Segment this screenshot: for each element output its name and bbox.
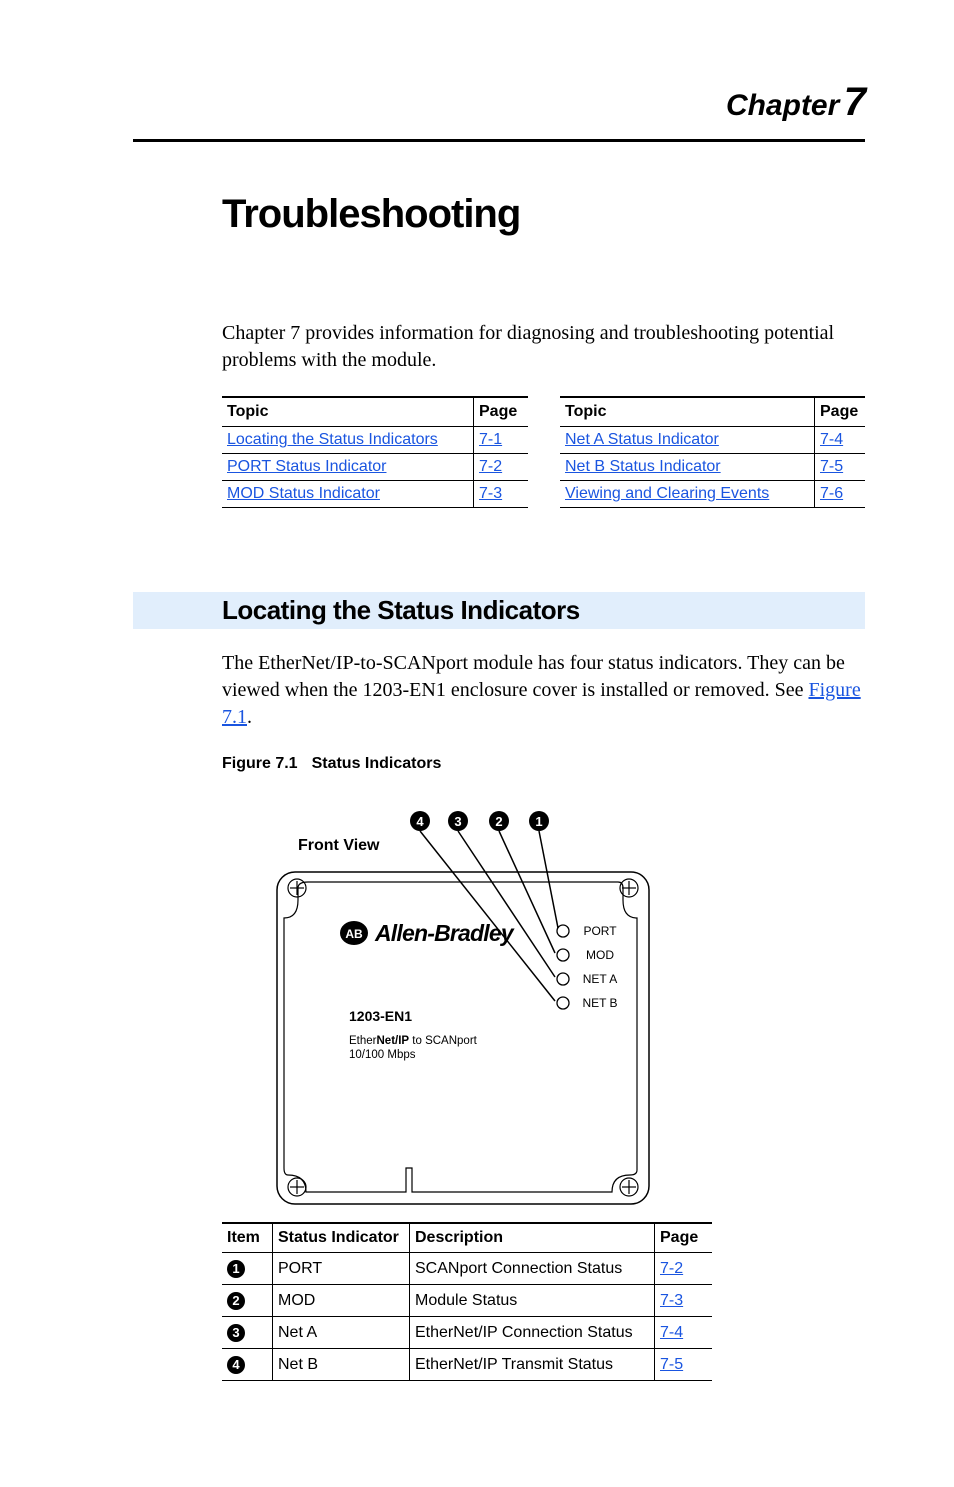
page-link[interactable]: 7-3: [660, 1291, 684, 1309]
page-link[interactable]: 7-4: [820, 431, 844, 448]
item-number-badge: 1: [227, 1260, 245, 1278]
table-row: [560, 427, 865, 454]
led-label-net-a: NET A: [582, 972, 618, 986]
figure-title: Status Indicators: [311, 755, 442, 772]
description-cell: EtherNet/IP Connection Status: [410, 1317, 655, 1349]
topics-table-right: [560, 396, 865, 508]
item-number-badge: 2: [227, 1292, 245, 1310]
table-row: [222, 1285, 712, 1317]
table-row: [222, 1253, 712, 1285]
column-header-page: Page: [815, 397, 866, 427]
figure-label: Figure 7.1: [222, 755, 298, 772]
column-header-page: Page: [474, 397, 529, 427]
table-row: [222, 1349, 712, 1381]
topic-link[interactable]: PORT Status Indicator: [227, 458, 387, 475]
section-text-before: The EtherNet/IP-to-SCANport module has four status indicators. They can be viewed when the 1203-EN1 enclosure cover is installed or removed. See: [222, 652, 845, 701]
page-link[interactable]: 7-1: [479, 431, 503, 448]
allen-bradley-logo: [340, 920, 515, 946]
intro-paragraph: Chapter 7 provides information for diagnosing and troubleshooting potential problems with the module.: [222, 322, 835, 371]
chapter-number: 7: [843, 80, 866, 124]
column-header-page: Page: [655, 1223, 713, 1253]
led-labels: [582, 924, 617, 1010]
page-title: Troubleshooting: [222, 192, 521, 236]
indicator-cell: PORT: [273, 1253, 410, 1285]
column-header-indicator: Status Indicator: [273, 1223, 410, 1253]
indicator-cell: Net A: [273, 1317, 410, 1349]
led-label-mod: MOD: [586, 948, 614, 962]
model-speed: 10/100 Mbps: [349, 1049, 416, 1061]
topic-link[interactable]: Net B Status Indicator: [565, 458, 721, 475]
chapter-word: Chapter: [725, 89, 840, 122]
topic-link[interactable]: Net A Status Indicator: [565, 431, 719, 448]
table-header-row: [560, 397, 865, 427]
status-leds: [557, 925, 569, 1009]
column-header-topic: Topic: [560, 397, 815, 427]
item-number-badge: 4: [227, 1356, 245, 1374]
topic-link[interactable]: Viewing and Clearing Events: [565, 485, 770, 502]
section-paragraph: [222, 650, 862, 731]
svg-text:Allen-Bradley: Allen-Bradley: [375, 920, 513, 946]
leader-lines: [420, 831, 558, 1001]
svg-text:AB: AB: [345, 927, 363, 941]
page-link[interactable]: 7-3: [479, 485, 503, 502]
topic-link[interactable]: Locating the Status Indicators: [227, 431, 438, 448]
page-link[interactable]: 7-5: [660, 1355, 684, 1373]
svg-text:1: 1: [535, 814, 543, 829]
callout-3: [448, 811, 468, 831]
topic-link[interactable]: MOD Status Indicator: [227, 485, 380, 502]
column-header-item: Item: [222, 1223, 273, 1253]
front-view-label: Front View: [298, 837, 380, 854]
svg-text:2: 2: [495, 814, 503, 829]
svg-text:3: 3: [454, 814, 462, 829]
table-header-row: [222, 1223, 712, 1253]
table-row: [560, 454, 865, 481]
status-indicators-figure: [260, 800, 680, 1212]
description-cell: EtherNet/IP Transmit Status: [410, 1349, 655, 1381]
section-text-after: .: [247, 706, 252, 728]
topics-table-left: [222, 396, 528, 508]
description-cell: SCANport Connection Status: [410, 1253, 655, 1285]
table-header-row: [222, 397, 528, 427]
table-row: [560, 481, 865, 508]
item-number-badge: 3: [227, 1324, 245, 1342]
table-row: [222, 1317, 712, 1349]
page-link[interactable]: 7-5: [820, 458, 844, 475]
column-header-description: Description: [410, 1223, 655, 1253]
table-row: [222, 427, 528, 454]
indicator-cell: Net B: [273, 1349, 410, 1381]
page-link[interactable]: 7-2: [479, 458, 503, 475]
led-label-net-b: NET B: [582, 996, 618, 1010]
led-label-port: PORT: [583, 924, 617, 938]
column-header-topic: Topic: [222, 397, 474, 427]
chapter-label: [726, 80, 866, 125]
figure-link[interactable]: Figure 7.1: [222, 679, 861, 728]
indicator-cell: MOD: [273, 1285, 410, 1317]
callout-1: [529, 811, 549, 831]
section-heading: Locating the Status Indicators: [222, 595, 580, 625]
page-link[interactable]: 7-4: [660, 1323, 684, 1341]
table-row: [222, 454, 528, 481]
callout-2: [489, 811, 509, 831]
callout-4: [410, 811, 430, 831]
page-link[interactable]: 7-2: [660, 1259, 684, 1277]
figure-caption: [222, 755, 455, 773]
description-cell: Module Status: [410, 1285, 655, 1317]
svg-text:4: 4: [416, 814, 424, 829]
page-link[interactable]: 7-6: [820, 485, 844, 502]
table-row: [222, 481, 528, 508]
model-label: 1203-EN1: [349, 1008, 413, 1024]
status-items-table: [222, 1222, 712, 1381]
chapter-rule: [133, 139, 865, 142]
model-description: EtherNet/IP to SCANport: [349, 1035, 477, 1047]
